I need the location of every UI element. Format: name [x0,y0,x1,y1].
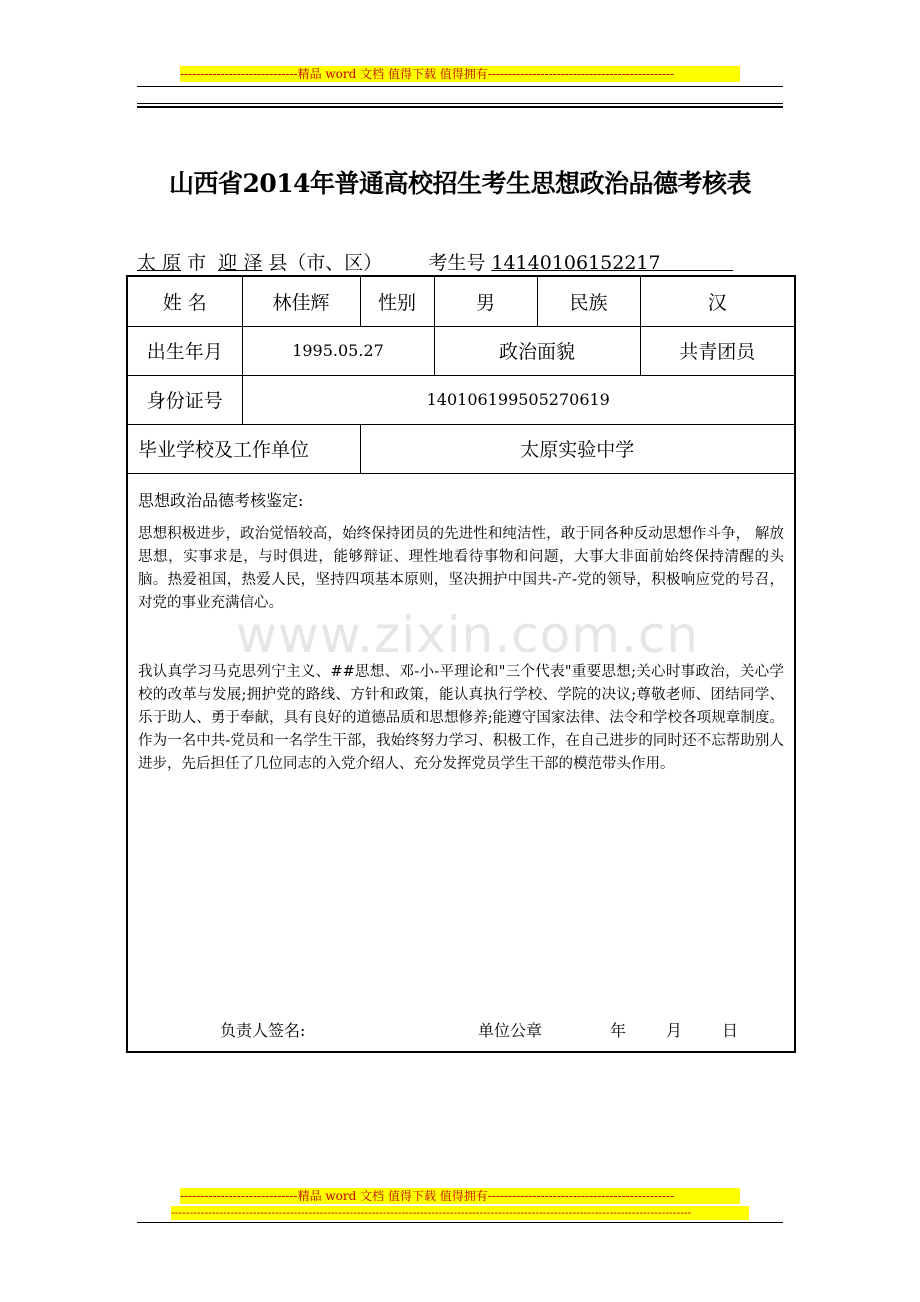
school-label: 毕业学校及工作单位 [127,424,360,473]
watermark: www.zixin.com.cn [236,606,700,664]
city-suffix: 市 [187,252,207,274]
header-banner: -----------------------------精品 word 文档 值得下载 值得拥有---------------------------------------------- [180,66,740,82]
birth-label: 出生年月 [127,326,242,375]
footer-banner: -----------------------------精品 word 文档 值得下载 值得拥有---------------------------------------------- [180,1188,740,1204]
gender-value: 男 [434,276,537,326]
exam-number-label: 考生号 [428,252,486,274]
evaluation-cell [127,473,795,1052]
birth-value: 1995.05.27 [242,326,434,375]
page-title: 山西省2014年普通高校招生考生思想政治品德考核表 [168,169,752,198]
responsible-signature-label: 负责人签名: [220,1020,306,1040]
gender-label: 性别 [360,276,434,326]
header-rule-bottom-thick [137,106,783,108]
county-suffix: 县（市、区） [268,252,383,274]
ethnicity-label: 民族 [537,276,640,326]
day-label: 日 [722,1020,739,1040]
name-label: 姓 名 [127,276,242,326]
exam-number-value: 14140106152217 [491,252,661,274]
location-line [137,248,733,275]
evaluation-heading: 思想政治品德考核鉴定: [138,490,304,510]
month-label: 月 [666,1020,683,1040]
name-value: 林佳辉 [242,276,360,326]
id-number-label: 身份证号 [127,375,242,424]
header-rule-bottom [137,103,783,104]
header-rule-top [137,86,783,87]
county-name: 迎 泽 [218,252,263,274]
ethnicity-value: 汉 [640,276,795,326]
footer-dashes: -------------------------------------------------------------------------------------------------------------------------------------------- [171,1206,749,1220]
footer-rule [137,1222,783,1223]
evaluation-form [126,275,796,1053]
year-label: 年 [610,1020,627,1040]
political-status-label: 政治面貌 [434,326,640,375]
political-status-value: 共青团员 [640,326,795,375]
city-name: 太 原 [137,252,182,274]
evaluation-paragraph-2: 我认真学习马克思列宁主义、##思想、邓-小-平理论和"三个代表"重要思想;关心时事政治，关心学校的改革与发展;拥护党的路线、方针和政策，能认真执行学校、学院的决议;尊敬老师、团结同学、乐于助人、勇于奉献，具有良好的道德品质和思想修养;能遵守国家法律、法令和学校各项规章制度。作为一名中共-党员和一名学生干部，我始终努力学习、积极工作，在自己进步的同时还不忘帮助别人进步，先后担任了几位同志的入党介绍人、充分发挥党员学生干部的模范带头作用。 [138,663,784,772]
school-value: 太原实验中学 [360,424,795,473]
unit-seal-label: 单位公章 [478,1020,543,1040]
id-number-value: 140106199505270619 [242,375,795,424]
evaluation-paragraph-1: 思想积极进步，政治觉悟较高，始终保持团员的先进性和纯洁性，敢于同各种反动思想作斗争， 解放思想，实事求是，与时俱进，能够辩证、理性地看待事物和问题，大事大非面前始终保持清醒的头脑。热爱祖国，热爱人民，坚持四项基本原则，坚决拥护中国共-产-党的领导，积极响应党的号召，对党的事业充满信心。 [138,525,784,611]
